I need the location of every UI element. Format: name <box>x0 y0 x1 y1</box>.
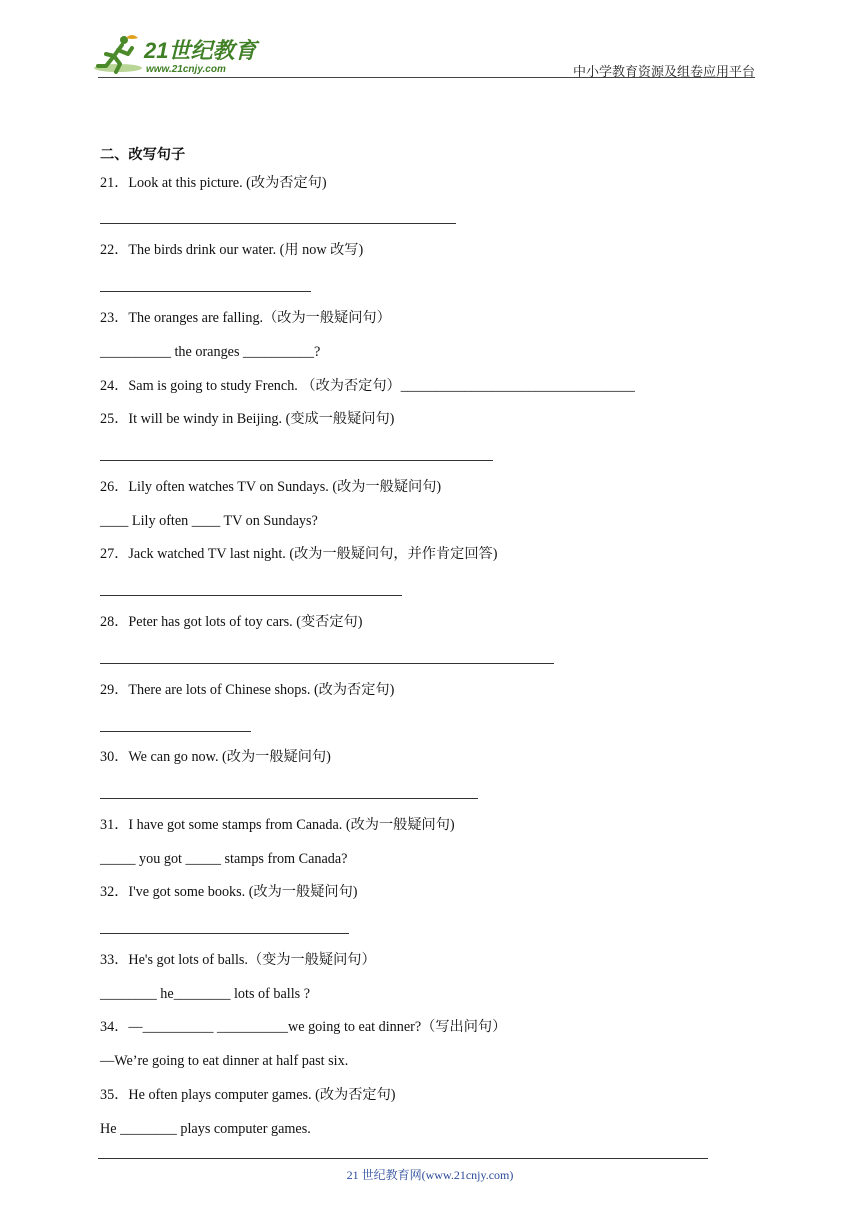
answer-line-25 <box>100 460 493 461</box>
question-25: 25．It will be windy in Beijing. (变成一般疑问句) <box>100 411 395 427</box>
question-29: 29．There are lots of Chinese shops. (改为否定句) <box>100 682 395 698</box>
page-header <box>0 0 860 80</box>
answer-23: __________ the oranges __________? <box>100 344 321 360</box>
logo-url: www.21cnjy.com <box>146 64 226 75</box>
question-33: 33．He's got lots of balls.（变为一般疑问句） <box>100 952 376 968</box>
question-27: 27．Jack watched TV last night. (改为一般疑问句，并作肯定回答) <box>100 546 498 562</box>
answer-line-22 <box>100 291 311 292</box>
answer-26: ____ Lily often ____ TV on Sundays? <box>100 513 318 529</box>
answer-line-29 <box>100 731 251 732</box>
question-24: 24．Sam is going to study French. （改为否定句）_________________________________ <box>100 378 635 394</box>
platform-name: 中小学教育资源及组卷应用平台 <box>572 64 755 79</box>
header-divider <box>98 77 755 78</box>
answer-line-32 <box>100 933 349 934</box>
question-30: 30．We can go now. (改为一般疑问句) <box>100 749 331 765</box>
question-32: 32．I've got some books. (改为一般疑问句) <box>100 884 358 900</box>
question-34: 34．—__________ __________we going to eat dinner?（写出问句） <box>100 1019 507 1035</box>
answer-33: ________ he________ lots of balls ? <box>100 986 311 1002</box>
question-35: 35．He often plays computer games. (改为否定句) <box>100 1087 396 1103</box>
question-28: 28．Peter has got lots of toy cars. (变否定句) <box>100 614 363 630</box>
answer-line-21 <box>100 223 456 224</box>
answer-line-30 <box>100 798 478 799</box>
logo-21cnjy <box>92 34 262 78</box>
question-23: 23．The oranges are falling.（改为一般疑问句） <box>100 310 391 326</box>
question-22: 22．The birds drink our water. (用 now 改写) <box>100 242 364 258</box>
answer-line-27 <box>100 595 402 596</box>
question-26: 26．Lily often watches TV on Sundays. (改为一般疑问句) <box>100 479 442 495</box>
answer-31: _____ you got _____ stamps from Canada? <box>100 851 348 867</box>
section-title: 二、改写句子 <box>100 147 186 163</box>
question-21: 21．Look at this picture. (改为否定句) <box>100 175 327 191</box>
answer-line-28 <box>100 663 554 664</box>
answer-35: He ________ plays computer games. <box>100 1121 311 1137</box>
footer-divider <box>98 1158 708 1159</box>
footer-text: 21 世纪教育网(www.21cnjy.com) <box>346 1168 514 1182</box>
logo-text: 21世纪教育 <box>144 38 257 63</box>
question-31: 31．I have got some stamps from Canada. (改为一般疑问句) <box>100 817 455 833</box>
answer-34: —We’re going to eat dinner at half past six. <box>100 1053 349 1069</box>
